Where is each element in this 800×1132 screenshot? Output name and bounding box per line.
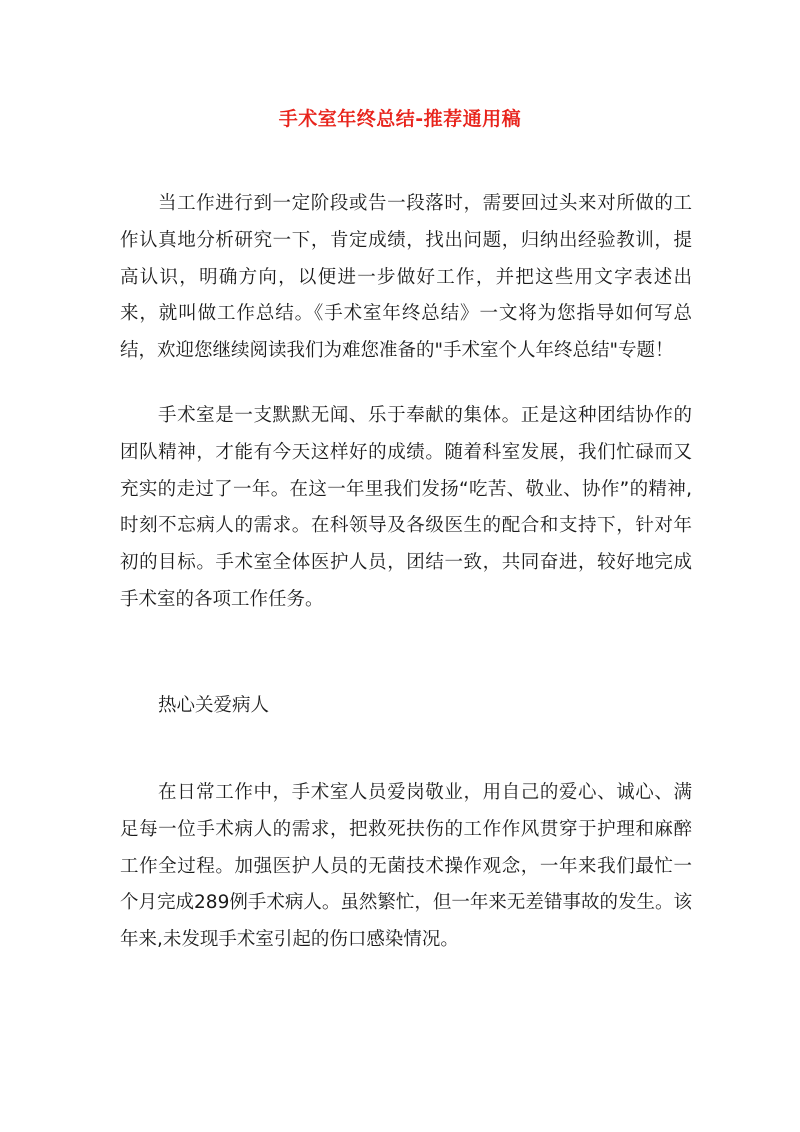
team-paragraph: 手术室是一支默默无闻、乐于奉献的集体。正是这种团结协作的团队精神，才能有今天这样好的成绩。随着科室发展，我们忙碌而又充实的走过了一年。在这一年里我们发扬“吃苦、敬业、协作”的精神,时刻不忘病人的需求。在科领导及各级医生的配合和支持下，针对年初的目标。手术室全体医护人员，团结一致，共同奋进，较好地完成手术室的各项工作任务。: [120, 405, 692, 610]
document-title: 手术室年终总结-推荐通用稿: [278, 108, 522, 130]
section-heading: 热心关爱病人: [158, 695, 270, 716]
intro-paragraph: 当工作进行到一定阶段或告一段落时，需要回过头来对所做的工作认真地分析研究一下，肯定成绩，找出问题，归纳出经验教训，提高认识，明确方向，以便进一步做好工作，并把这些用文字表述出来，就叫做工作总结。《手术室年终总结》一文将为您指导如何写总结，欢迎您继续阅读我们为难您准备的"手术室个人年终总结"专题！: [120, 193, 692, 362]
section-paragraph: 在日常工作中，手术室人员爱岗敬业，用自己的爱心、诚心、满足每一位手术病人的需求，把救死扶伤的工作作风贯穿于护理和麻醉工作全过程。加强医护人员的无菌技术操作观念，一年来我们最忙一个月完成289例手术病人。虽然繁忙，但一年来无差错事故的发生。该年来,未发现手术室引起的伤口感染情况。: [120, 782, 692, 951]
